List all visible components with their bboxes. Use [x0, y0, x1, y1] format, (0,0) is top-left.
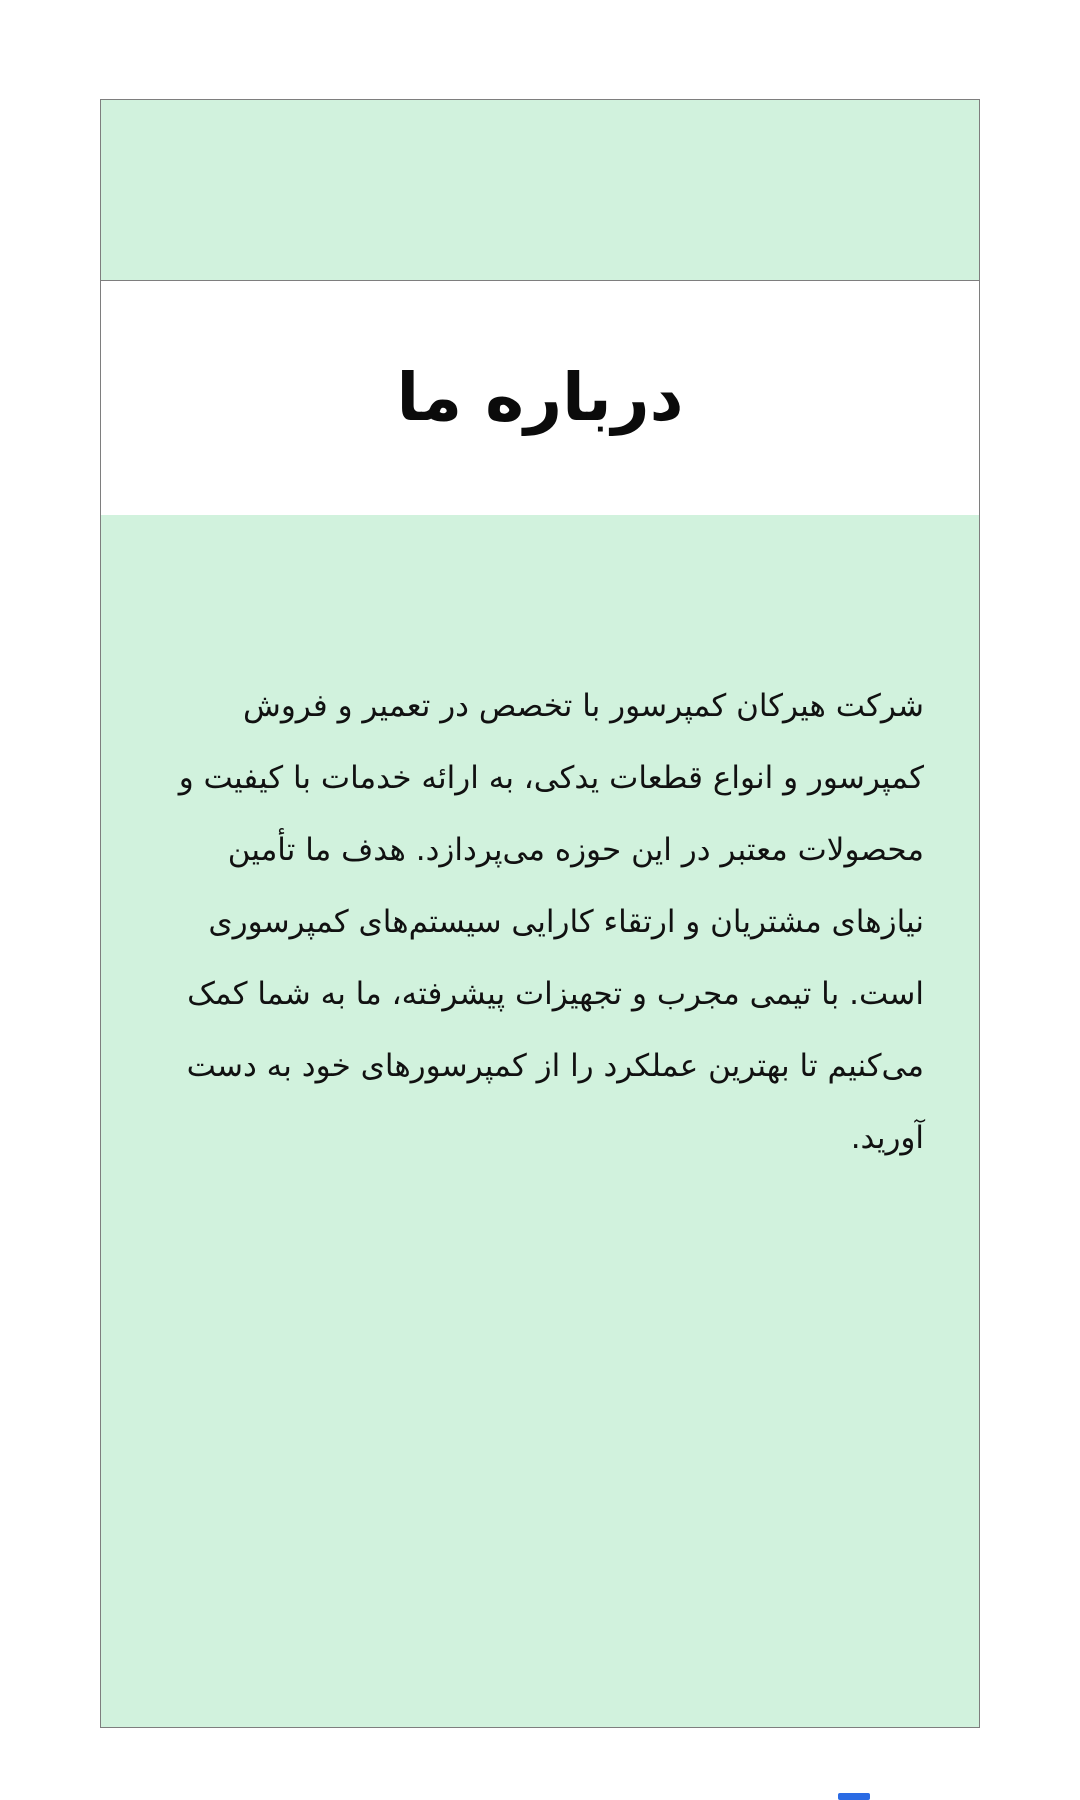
footer-link-peek[interactable] [838, 1793, 870, 1800]
hero-banner [101, 100, 979, 281]
page-title: درباره ما [396, 359, 684, 437]
title-band [101, 281, 979, 515]
about-content [101, 515, 979, 1727]
about-card [100, 99, 980, 1728]
about-paragraph: شرکت هیرکان کمپرسور با تخصص در تعمیر و فروش کمپرسور و انواع قطعات یدکی، به ارائه خدمات با کیفیت و محصولات معتبر در این حوزه می‌پردازد. هدف ما تأمین نیازهای مشتریان و ارتقاء کارایی سیستم‌های کمپرسوری است. با تیمی مجرب و تجهیزات پیشرفته، ما به شما کمک می‌کنیم تا بهترین عملکرد را از کمپرسورهای خود به دست آورید. [178, 688, 924, 1156]
